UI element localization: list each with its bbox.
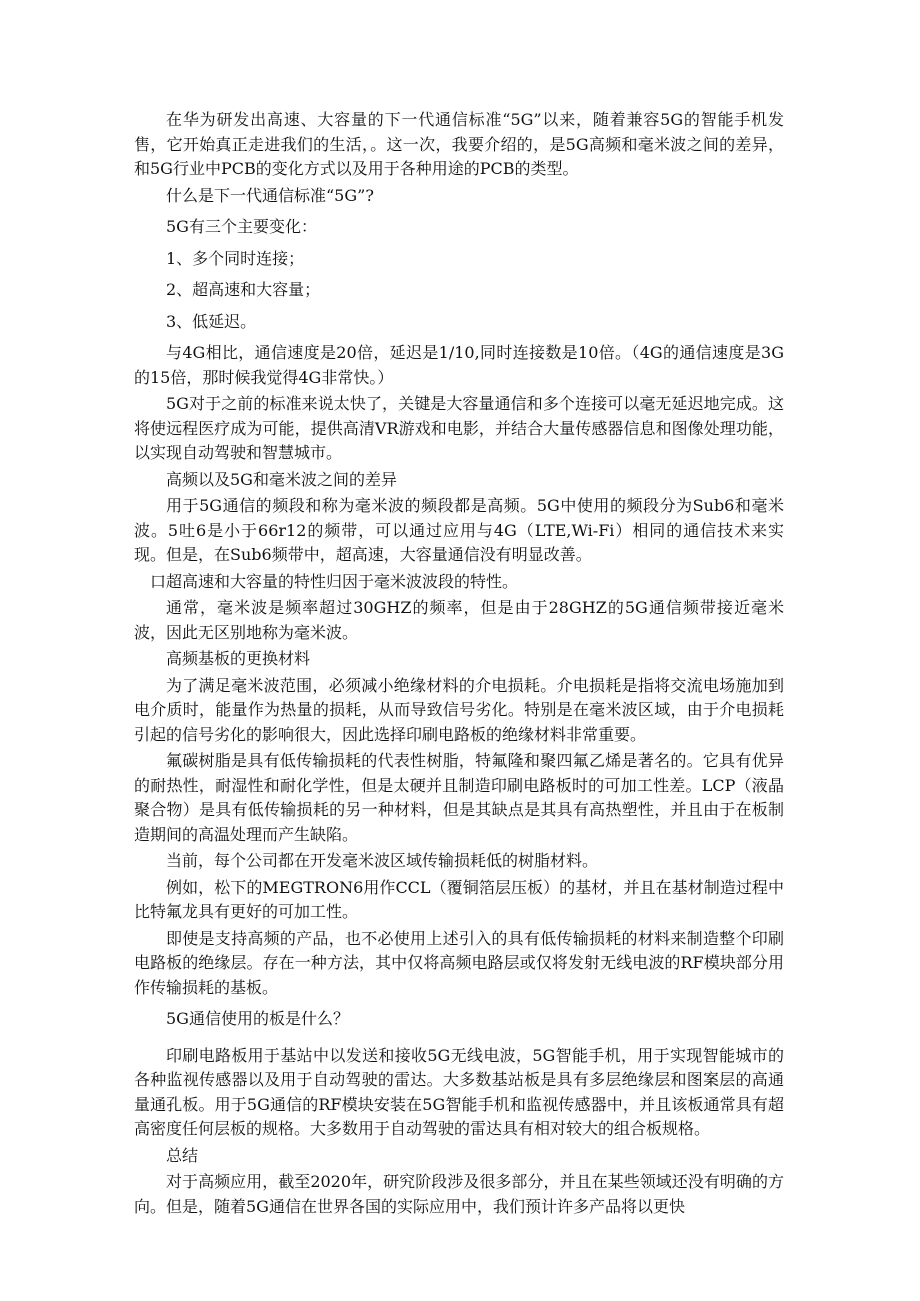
paragraph-fluorocarbon-resin: 氟碳树脂是具有低传输损耗的代表性树脂，特氟隆和聚四氟乙烯是著名的。它具有优异的耐热性，耐湿性和耐化学性，但是太硬并且制造印刷电路板时的可加工性差。LCP（液晶聚合物）是具有低传输损耗的另一种材料，但是其缺点是其具有高热塑性，并且由于在板制造期间的高温处理而产生缺陷。 (134, 751, 784, 844)
paragraph-frequency-bands: 用于5G通信的频段和称为毫米波的频段都是高频。5G中使用的频段分为Sub6和毫米波。5吐6是小于66r12的频带，可以通过应用与4G（LTE,Wi-Fi）相同的通信技术来实现。但是，在Sub6频带中，超高速，大容量通信没有明显改善。 (134, 496, 784, 564)
paragraph-mmwave-definition: 通常，毫米波是频率超过30GHZ的频率，但是由于28GHZ的5G通信频带接近毫米波，因此无区别地称为毫米波。 (134, 598, 784, 642)
paragraph-summary: 对于高频应用，截至2020年，研究阶段涉及很多部分，并且在某些领域还没有明确的方向。但是，随着5G通信在世界各国的实际应用中，我们预计许多产品将以更快 (134, 1172, 784, 1216)
list-item-3: 3、低延迟。 (166, 311, 257, 331)
section-heading-materials: 高频基板的更换材料 (166, 649, 311, 668)
list-item-1: 1、多个同时连接； (166, 248, 305, 268)
section-heading-summary: 总结 (166, 1145, 199, 1165)
paragraph-megtron6: 例如，松下的MEGTRON6用作CCL（覆铜箔层压板）的基材，并且在基材制造过程中比特氟龙具有更好的可加工性。 (134, 877, 784, 921)
paragraph-partial-use: 即使是支持高频的产品，也不必使用上述引入的具有低传输损耗的材料来制造整个印刷电路板的绝缘层。存在一种方法，其中仅将高频电路层或仅将发射无线电波的RF模块部分用作传输损耗的基板。 (134, 928, 784, 997)
paragraph-mmwave-characteristics: 口超高速和大容量的特性归因于毫米波波段的特性。 (150, 571, 519, 591)
list-item-2: 2、超高速和大容量； (166, 280, 321, 299)
paragraph-5g-changes-intro: 5G有三个主要变化： (166, 217, 317, 236)
section-heading-high-frequency: 高频以及5G和毫米波之间的差异 (166, 469, 397, 489)
paragraph-current-development: 当前，每个公司都在开发毫米波区域传输损耗低的树脂材料。 (166, 851, 599, 870)
paragraph-dielectric-loss: 为了满足毫米波范围，必须减小绝缘材料的介电损耗。介电损耗是指将交流电场施加到电介质时，能量作为热量的损耗，从而导致信号劣化。特别是在毫米波区域，由于介电损耗引起的信号劣化的影响很大，因此选择印刷电路板的绝缘材料非常重要。 (134, 675, 784, 744)
intro-paragraph: 在华为研发出高速、大容量的下一代通信标准“5G”以来，随着兼容5G的智能手机发售，它开始真正走进我们的生活，。这一次，我要介绍的，是5G高频和毫米波之间的差异，和5G行业中PCB的变化方式以及用于各种用途的PCB的类型。 (134, 110, 784, 178)
paragraph-5g-speed: 5G对于之前的标准来说太快了，关键是大容量通信和多个连接可以毫无延迟地完成。这将使远程医疗成为可能，提供高清VR游戏和电影，并结合大量传感器信息和图像处理功能，以实现自动驾驶和智慧城市。 (134, 394, 784, 462)
paragraph-4g-comparison: 与4G相比，通信速度是20倍，延迟是1/10,同时连接数是10倍。（4G的通信速度是3G的15倍，那时候我觉得4G非常快。） (134, 343, 784, 387)
section-heading-what-is-5g: 什么是下一代通信标准“5G”? (166, 185, 374, 205)
document-body (134, 108, 784, 1219)
section-heading-5g-boards: 5G通信使用的板是什么？ (166, 1009, 349, 1028)
paragraph-board-types: 印刷电路板用于基站中以发送和接收5G无线电波，5G智能手机，用于实现智能城市的各种监视传感器以及用于自动驾驶的雷达。大多数基站板是具有多层绝缘层和图案层的高通量通孔板。用于5G通信的RF模块安装在5G智能手机和监视传感器中，并且该板通常具有超高密度任何层板的规格。大多数用于自动驾驶的雷达具有相对较大的组合板规格。 (134, 1045, 784, 1138)
